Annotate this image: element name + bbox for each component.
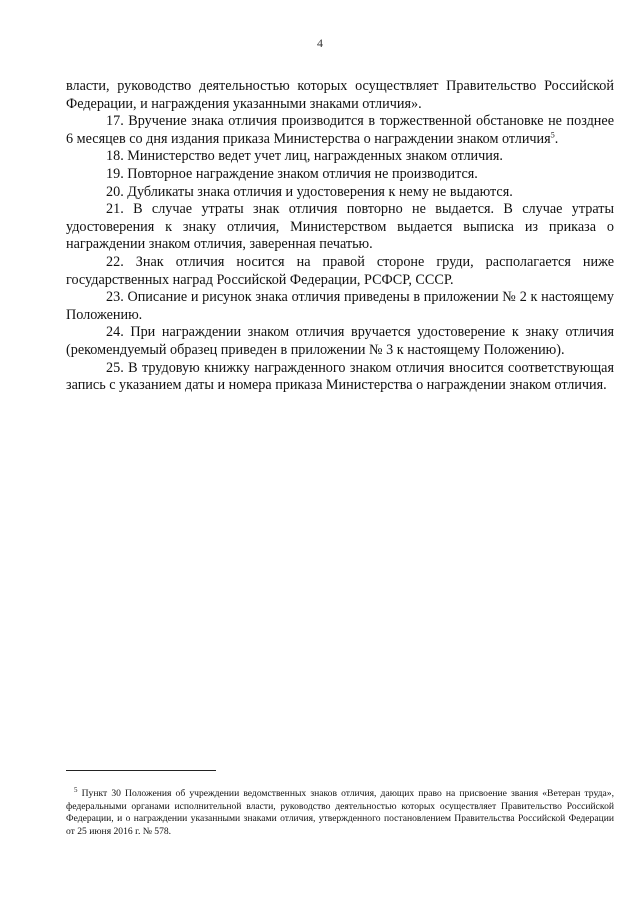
- paragraph-22: 22. Знак отличия носится на правой стороне груди, располагается ниже государственных наград Российской Федерации, РСФСР, СССР.: [66, 253, 614, 288]
- paragraph-23: 23. Описание и рисунок знака отличия приведены в приложении № 2 к настоящему Положению.: [66, 289, 614, 323]
- paragraph-19: 19. Повторное награждение знаком отличия не производится.: [106, 165, 478, 182]
- paragraph-17-end: .: [554, 130, 559, 147]
- paragraph-18: 18. Министерство ведет учет лиц, награжденных знаком отличия.: [106, 148, 503, 165]
- footnote: [66, 785, 614, 838]
- paragraph-continuation: власти, руководство деятельностью которых осуществляет Правительство Российской Федерации, и награждения указанными знаками отличия».: [66, 78, 614, 112]
- paragraph-24: 24. При награждении знаком отличия вручается удостоверение к знаку отличия (рекомендуемый образец приведен в приложении № 3 к настоящему Положению).: [66, 324, 614, 358]
- paragraph-17: [66, 113, 614, 148]
- footnote-reference: 5: [550, 130, 555, 140]
- paragraph-17-text: 17. Вручение знака отличия производится в торжественной обстановке не позднее 6 месяцев со дня издания приказа Министерства о награждении знаком отличия: [66, 113, 614, 147]
- footnote-text: Пункт 30 Положения об учреждении ведомственных знаков отличия, дающих право на присвоение звания «Ветеран труда», федеральными органами исполнительной власти, руководство деятельностью которых осуществляет Правительство Российской Федерации, и о награждении указанными знаками отличия, утвержденного постановлением Правительства Российской Федерации от 25 июня 2016 г. № 578.: [66, 788, 614, 837]
- paragraph-25: 25. В трудовую книжку награжденного знаком отличия вносится соответствующая запись с указанием даты и номера приказа Министерства о награждении знаком отличия.: [66, 359, 614, 394]
- footnote-divider: [66, 770, 216, 771]
- page-number: 4: [317, 36, 323, 50]
- paragraph-21: 21. В случае утраты знак отличия повторно не выдается. В случае утраты удостоверения к знаку отличия, Министерством выдается выписка из приказа о награждении знаком отличия, заверенная печатью.: [66, 201, 614, 253]
- footnote-marker: 5: [74, 785, 78, 794]
- paragraph-20: 20. Дубликаты знака отличия и удостоверения к нему не выдаются.: [106, 183, 513, 200]
- document-body: [66, 78, 614, 395]
